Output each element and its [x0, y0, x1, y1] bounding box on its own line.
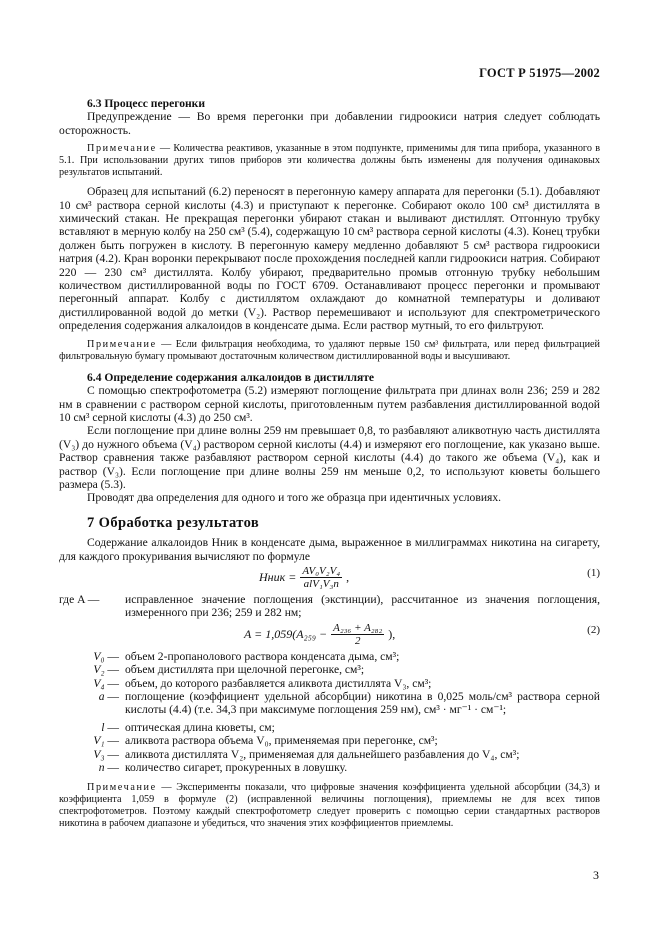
where-a-text: исправленное значение поглощения (экстинции), рассчитанное из значения поглощения, измеренного при 236; 259 и 282 нм;	[125, 592, 600, 620]
definition-symbol: a	[98, 690, 105, 703]
where-a-symbol: где A —	[59, 592, 100, 606]
definition-text: оптическая длина кюветы, см;	[125, 720, 275, 734]
formula-2-fraction	[331, 622, 384, 647]
definition-item: n — количество сигарет, прокуренных в ловушку.	[59, 761, 600, 774]
definition-symbol: V₂	[93, 663, 105, 677]
definition-text: поглощение (коэффициент удельной абсорбции) никотина в 0,025 моль/см³ раствора серной кислоты (4.4) (т.е. 34,3 при максимуме поглощения 259 нм), см³ · мг⁻¹ · см⁻¹;	[125, 690, 600, 717]
formula-2-lhs: A = 1,059(A₂₅₉ −	[244, 626, 328, 641]
note-7-text: — Эксперименты показали, что цифровые значения коэффициента удельной абсорбции (34,3) и коэффициента 1,059 в формуле (2) (исправленной величины поглощения), приемлемы не для всех типов спектрофотометров. Поэтому каждый спектрофотометр следует проверить с помощью серии стандартных растворов никотина в рабочем диапазоне и убедиться, что значения этих коэффициентов приемлемы.	[59, 782, 600, 830]
where-a-definition	[59, 593, 600, 620]
definition-symbol: n	[98, 761, 105, 775]
note-6-3-text: — Количества реактивов, указанные в этом подпункте, применимы для типа прибора, указанного в 5.1. При использовании других типов приборов эти количества должны быть изменены для получения одинаковых результатов испытаний.	[59, 143, 600, 179]
definition-symbol: V₃	[93, 747, 105, 761]
section-6-4-title: 6.4 Определение содержания алкалоидов в дистилляте	[87, 370, 375, 384]
definitions-list	[59, 650, 600, 775]
definition-symbol: V₄	[93, 676, 105, 690]
formula-2-denominator: 2	[354, 634, 361, 647]
formula-1-numerator: AV₀V₂V₄	[302, 564, 341, 577]
formula-1-denominator: alV₁V₃n	[303, 577, 339, 590]
section-6-4-para-2: Если поглощение при длине волны 259 нм превышает 0,8, то разбавляют аликвотную часть дистиллята (V₃) до нужного объема (V₄) раствором серной кислоты (4.4) и измеряют его поглощение, как указано выше. Раствор сравнения также разбавляют раствором серной кислоты (4.4) до такого же объема (V₄), как и раствор (V₃). Если поглощение при длине волны 259 нм меньше 0,2, то используют кюветы большего размера (5.3).	[59, 424, 600, 491]
note-label: Примечание	[87, 782, 157, 794]
note-6-3	[59, 143, 600, 179]
page-content	[59, 97, 600, 830]
section-6-3-title: 6.3 Процесс перегонки	[87, 97, 206, 110]
note-6-3-filtration-text: — Если фильтрация необходима, то удаляют первые 150 см³ фильтрата, или перед фильтрацией фильтровальную бумагу промывают достаточным количеством дистиллированной воды и высушивают.	[59, 338, 600, 362]
formula-1-tail: ,	[346, 569, 350, 584]
formula-1-fraction	[300, 565, 342, 590]
definition-item: V₃ — аликвота дистиллята V₂, применяемая для дальнейшего разбавления до V₄, см³;	[59, 748, 600, 761]
section-7-para-1: Содержание алкалоидов Hник в конденсате дыма, выраженное в миллиграммах никотина на сигарету, для каждого прокуривания вычисляют по формуле	[59, 536, 600, 563]
note-label: Примечание	[87, 143, 157, 155]
definition-text: объем дистиллята при щелочной перегонке, см³;	[125, 663, 365, 677]
definition-text: аликвота дистиллята V₂, применяемая для дальнейшего разбавления до V₄, см³;	[125, 747, 520, 761]
definition-text: объем 2-пропанолового раствора конденсата дыма, см³;	[125, 649, 400, 663]
formula-2-tail: ),	[388, 626, 396, 641]
definition-item: V₁ — аликвота раствора объема V₀, применяемая при перегонке, см³;	[59, 734, 600, 747]
definition-text: аликвота раствора объема V₀, применяемая при перегонке, см³;	[125, 734, 438, 748]
formula-1-lhs: Hник =	[259, 569, 297, 584]
definition-symbol: l	[101, 720, 105, 734]
section-6-3-warning: Предупреждение — Во время перегонки при добавлении гидроокиси натрия следует соблюдать осторожность.	[59, 110, 600, 137]
formula-2	[59, 620, 600, 650]
definition-text: объем, до которого разбавляется аликвота дистиллята V₃, см³;	[125, 676, 432, 690]
definition-item: a — поглощение (коэффициент удельной абсорбции) никотина в 0,025 моль/см³ раствора серной кислоты (4.4) (т.е. 34,3 при максимуме поглощения 259 нм), см³ · мг⁻¹ · см⁻¹;	[98, 690, 600, 717]
note-7	[59, 782, 600, 830]
definition-item: V₀ — объем 2-пропанолового раствора конденсата дыма, см³;	[59, 650, 600, 663]
definition-item: V₄ — объем, до которого разбавляется аликвота дистиллята V₃, см³;	[59, 677, 600, 690]
note-label: Примечание	[87, 338, 157, 350]
page-number: 3	[593, 868, 599, 882]
formula-1	[59, 563, 600, 593]
document-header: ГОСТ Р 51975—2002	[479, 66, 600, 80]
section-6-3-body: Образец для испытаний (6.2) переносят в перегонную камеру аппарата для перегонки (5.1). Добавляют 10 см³ раствора серной кислоты (4.3) и приступают к перегонке. Собирают около 100 см³ дистиллята в химический стакан. Не прекращая перегонки убирают стакан и выливают дистиллят. Отгонную трубку вставляют в мерную колбу на 250 см³ (5.4), содержащую 10 см³ раствора серной кислоты (4.3). Конец трубки должен быть погружен в кислоту. В перегонную камеру медленно добавляют 5 см³ раствора гидроокиси натрия (4.2). Кран воронки перекрывают после прохождения последней капли гидроокиси натрия. Собирают 220 — 230 см³ дистиллята. Колбу убирают, предварительно промыв отгонную трубку небольшим количеством дистиллированной воды по ГОСТ 6709. Останавливают процесс перегонки и промывают перегонный аппарат. Колбу с дистиллятом охлаждают до комнатной температуры и доливают дистиллированной водой до метки (V₂). Раствор перемешивают и используют для спектрометрического определения содержания алкалоидов в конденсате дыма. Если раствор мутный, то его фильтруют.	[59, 185, 600, 333]
formula-1-number: (1)	[587, 566, 600, 579]
note-6-3-filtration	[59, 339, 600, 363]
section-6-4-para-1: С помощью спектрофотометра (5.2) измеряют поглощение фильтрата при длинах волн 236; 259 и 282 нм в сравнении с раствором серной кислоты, приготовленным путем разбавления дистиллированной водой 10 см³ серной кислоты (4.3) до 250 см³.	[59, 384, 600, 424]
formula-2-number: (2)	[587, 623, 600, 636]
definition-symbol: V₀	[93, 649, 105, 663]
formula-2-numerator: A₂₃₆ + A₂₈₂	[333, 621, 383, 634]
definition-symbol: V₁	[93, 734, 105, 748]
section-6-4-para-3: Проводят два определения для одного и того же образца при идентичных условиях.	[87, 491, 502, 505]
definition-item: V₂ — объем дистиллята при щелочной перегонке, см³;	[59, 663, 600, 676]
definition-text: количество сигарет, прокуренных в ловушку.	[125, 761, 348, 775]
definition-item: l — оптическая длина кюветы, см;	[59, 721, 600, 734]
section-7-title: 7 Обработка результатов	[87, 514, 260, 531]
